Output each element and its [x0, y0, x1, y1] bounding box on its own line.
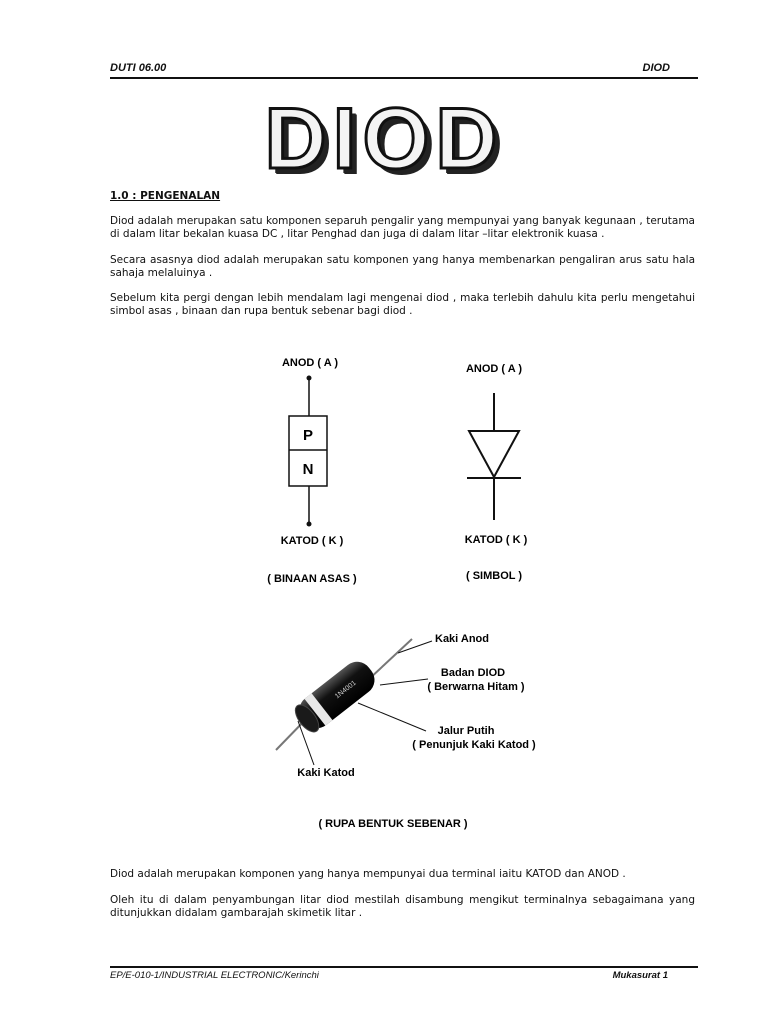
footer-left: EP/E-010-1/INDUSTRIAL ELECTRONIC/Kerinchi — [110, 970, 319, 981]
diode-symbol-diagram — [440, 355, 550, 590]
pointer-jalur — [358, 703, 426, 731]
structure-cathode-terminal — [307, 522, 312, 527]
footer-rule — [110, 966, 698, 968]
paragraph-2: Secara asasnya diod adalah merupakan satu komponen yang hanya membenarkan pengaliran arus satu hala sahaja melaluinya . — [110, 254, 695, 279]
paragraph-3: Sebelum kita pergi dengan lebih mendalam lagi mengenai diod , maka terlebih dahulu kita perlu mengetahui simbol asas , binaan dan rupa bentuk sebenar bagi diod . — [110, 292, 695, 317]
symbol-cathode-label: KATOD ( K ) — [464, 534, 528, 546]
real-caption: ( RUPA BENTUK SEBENAR ) — [318, 818, 468, 830]
symbol-caption: ( SIMBOL ) — [465, 570, 523, 582]
diode-body — [290, 656, 380, 737]
pointer-badan — [380, 679, 428, 685]
n-region-label: N — [302, 461, 314, 478]
p-region-label: P — [302, 427, 314, 444]
symbol-triangle — [469, 431, 519, 477]
section-heading: 1.0 : PENGENALAN — [110, 190, 221, 202]
diode-real-diagram — [270, 625, 560, 840]
structure-caption: ( BINAAN ASAS ) — [267, 573, 357, 585]
diode-structure-diagram — [240, 350, 390, 600]
paragraph-5: Oleh itu di dalam penyambungan litar diod mestilah disambung mengikut terminalnya sebagaimana yang ditunjukkan didalam gambarajah skimetik litar . — [110, 894, 695, 919]
header-rule — [110, 77, 698, 79]
label-badan-line2: ( Berwarna Hitam ) — [427, 681, 525, 693]
page-title: DIOD — [264, 91, 504, 187]
structure-cathode-label: KATOD ( K ) — [280, 535, 344, 547]
diode-part-number: 1N4001 — [333, 679, 358, 701]
label-jalur-line1: Jalur Putih — [437, 725, 495, 737]
label-jalur-line2: ( Penunjuk Kaki Katod ) — [412, 739, 536, 751]
label-kaki-anod: Kaki Anod — [435, 633, 489, 645]
label-kaki-katod: Kaki Katod — [297, 767, 355, 779]
header-left: DUTI 06.00 — [110, 62, 167, 74]
paragraph-1: Diod adalah merupakan satu komponen separuh pengalir yang mempunyai yang banyak kegunaan , terutama di dalam litar bekalan kuasa DC , litar Penghad dan juga di dalam litar –litar elektronik kuasa . — [110, 215, 695, 240]
paragraph-4: Diod adalah merupakan komponen yang hanya mempunyai dua terminal iaitu KATOD dan ANOD . — [110, 868, 626, 880]
header-right: DIOD — [642, 62, 670, 74]
structure-anode-label: ANOD ( A ) — [281, 357, 339, 369]
symbol-anode-label: ANOD ( A ) — [465, 363, 523, 375]
label-badan-line1: Badan DIOD — [440, 667, 506, 679]
footer-page-number: Mukasurat 1 — [612, 970, 668, 981]
anode-leg — [368, 639, 412, 680]
